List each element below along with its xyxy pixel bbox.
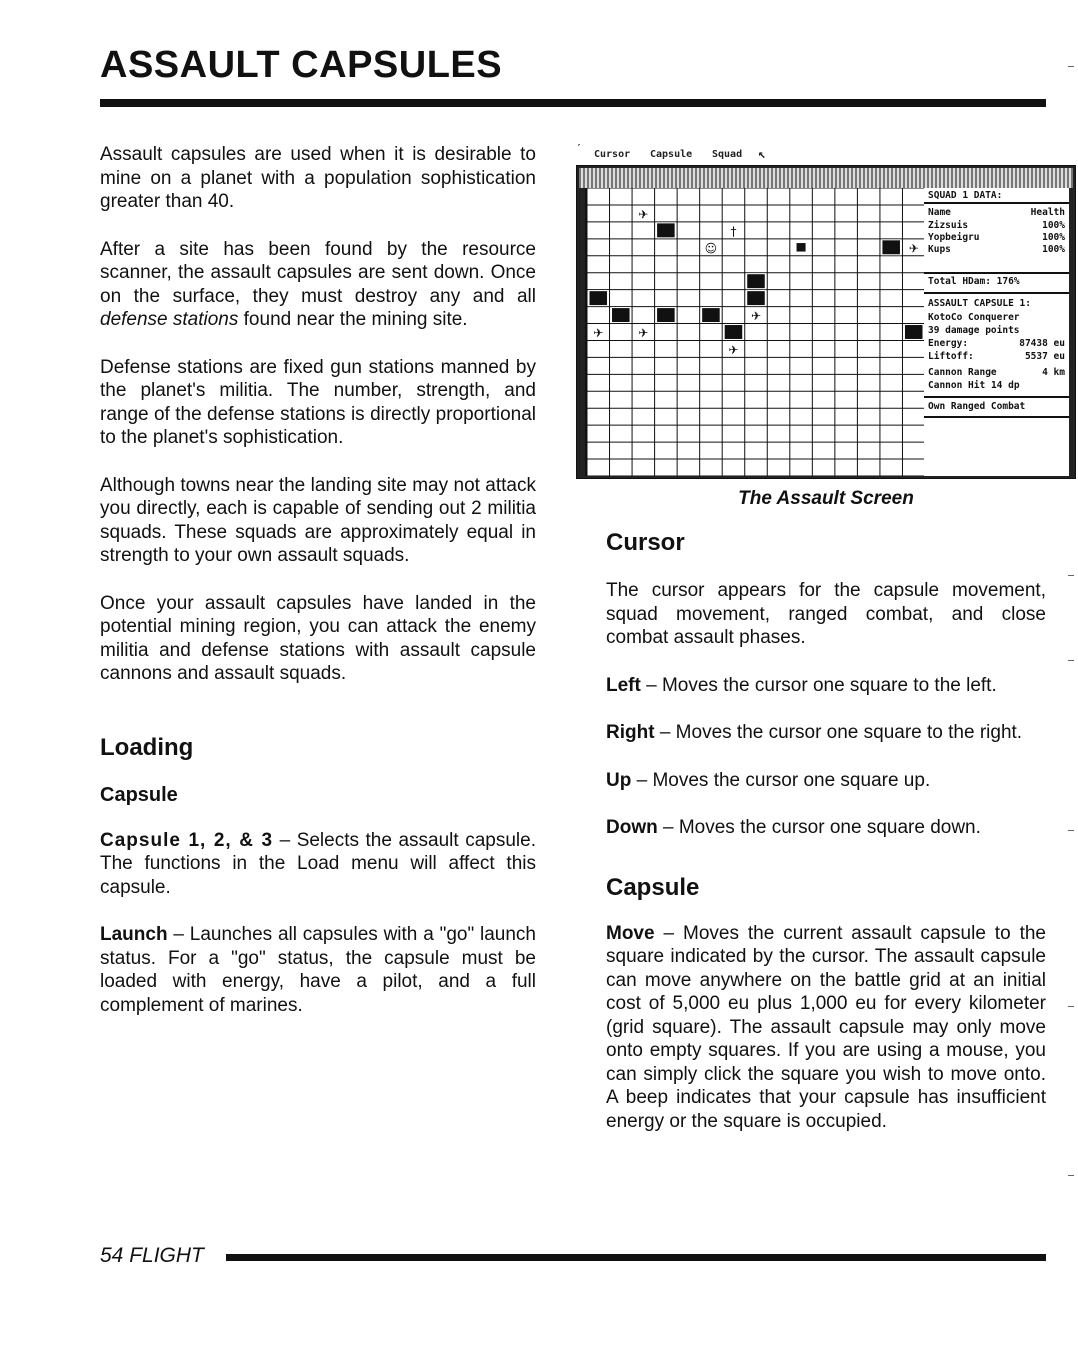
defense-paragraph: Defense stations are fixed gun stations manned by the planet's militia. The number, strength, and range of the defense stations is directly proportional to the planet's sophistication. [100,356,536,448]
assault-screen [576,165,1076,479]
member-row[interactable] [928,244,1065,255]
grid-unit-soldier[interactable]: † [730,224,737,239]
site-paragraph [100,238,536,332]
grid-unit-station[interactable] [724,325,743,340]
member-health: 100% [1042,244,1065,255]
up-term: Up [606,769,632,791]
grid-unit-ship[interactable]: ✈ [638,326,649,341]
cannon-range [928,367,1065,378]
left-paragraph [606,674,1046,698]
capsule-select-text: – Selects the assault capsule. The functions in the Load menu will affect this capsule. [100,829,536,898]
game-menubar [576,143,1076,165]
total-value: 176% [996,276,1020,287]
status-panel [924,188,1069,476]
grid-unit-station[interactable] [657,223,676,238]
title-rule [100,99,1046,107]
capsule-name: KotoCo Conquerer [928,312,1020,323]
member-health: 100% [1042,232,1065,243]
liftoff-label: Liftoff: [928,351,974,362]
right-column [606,529,1046,1157]
site-paragraph-start: After a site has been found by the resource scanner, the assault capsules are sent down. [100,238,536,283]
grid-unit-station[interactable] [612,308,631,323]
capsule-damage: 39 damage points [928,325,1020,336]
capsule-heading: Capsule [606,873,700,901]
phase-status: Own Ranged Combat [928,401,1026,412]
col-health: Health [1030,207,1065,218]
grid-unit-town[interactable] [589,291,608,306]
margin-mark [1068,830,1074,831]
member-name: Yopbeigru [928,232,980,243]
site-paragraph-end: found near the mining site. [243,309,468,330]
squad-header: SQUAD 1 DATA: [928,190,1003,201]
move-term: Move [606,922,655,944]
site-paragraph-mid: Once on the surface, they must destroy any and all [100,262,536,307]
capsule-select-term: Capsule 1, 2, & 3 [100,829,274,851]
battle-grid[interactable] [585,188,925,476]
grid-unit-town[interactable] [747,274,766,289]
margin-mark [1068,66,1074,67]
cannon-hit [928,380,1065,391]
liftoff-value: 5537 eu [1024,351,1065,362]
grid-unit-pilot[interactable]: ☺ [704,241,718,256]
move-text: – Moves the current assault capsule to the square indicated by the cursor. The assault capsule can move anywhere on the battle grid at an initial cost of 5,000 eu plus 1,000 eu for every kilometer (grid square). The assault capsule may only move onto empty squares. If you are using a mouse, you can simply click the square you wish to move onto. A beep indicates that your capsule has insufficient energy or the square is occupied. [606,922,1046,1132]
menu-capsule[interactable]: Capsule [650,149,693,160]
panel-separator [924,292,1069,294]
page-footer-label: 54 FLIGHT [100,1244,204,1267]
loading-heading: Loading [100,733,194,761]
cannon-hit-value: 14 dp [990,380,1020,391]
cannon-range-value: 4 km [1042,367,1065,378]
grid-unit-ship[interactable]: ✈ [908,241,919,256]
grid-unit-ship[interactable]: ✈ [593,326,604,341]
right-term: Right [606,722,655,743]
cannon-hit-label: Cannon Hit [928,380,986,391]
screen-titlebar [579,168,1073,188]
move-paragraph [606,922,1046,1134]
launch-text: – Launches all capsules with a "go" launch status. For a "go" status, the capsule must be loaded with energy, have a pilot, and a full complement of marines. [100,924,536,1016]
panel-separator [924,202,1069,204]
margin-mark [1068,660,1074,661]
grid-unit-station[interactable] [882,240,901,255]
left-text: – Moves the cursor one square to the left. [640,674,997,696]
total-hdam [928,276,1065,287]
grid-unit-block[interactable] [797,243,806,251]
cursor-intro: The cursor appears for the capsule movement, squad movement, ranged combat, and close combat assault phases. [606,580,1046,648]
grid-unit-ship[interactable]: ✈ [750,309,762,324]
corner-tick-icon: ′ [576,143,583,154]
defense-stations-emphasis: defense stations [100,309,239,330]
launch-paragraph [100,923,536,1017]
attack-paragraph: Once your assault capsules have landed in the potential mining region, you can attack the enemy militia and defense stations with assault capsule cannons and assault squads. [100,592,536,684]
energy-label: Energy: [928,338,969,349]
left-column [100,143,536,1041]
grid-unit-station[interactable] [747,291,766,306]
capsule-select-paragraph [100,829,536,900]
down-paragraph [606,816,1046,840]
panel-separator [924,396,1069,398]
total-label: Total HDam: [928,276,991,287]
energy-value: 87438 eu [1019,338,1065,349]
panel-separator [924,272,1069,274]
member-health: 100% [1042,220,1065,231]
right-paragraph [606,721,1046,745]
down-text: – Moves the cursor one square down. [657,817,981,838]
up-paragraph [606,769,1046,793]
down-term: Down [606,817,658,838]
footer-rule [226,1254,1046,1261]
grid-unit-station[interactable] [657,308,676,323]
assault-screen-figure [576,143,1076,509]
cannon-range-label: Cannon Range [928,367,997,378]
panel-separator [924,416,1069,418]
cursor-heading: Cursor [606,529,685,556]
member-row[interactable] [928,220,1065,231]
grid-unit-ship[interactable]: ✈ [728,343,739,358]
battle-grid-svg [587,188,925,476]
mouse-pointer-icon: ↖ [758,147,766,162]
capsule-subheading: Capsule [100,783,178,806]
member-row[interactable] [928,232,1065,243]
squad-columns [928,207,1065,218]
menu-squad[interactable]: Squad [712,149,743,160]
member-name: Kups [928,244,951,255]
capsule-header: ASSAULT CAPSULE 1: [928,298,1031,309]
member-name: Zizsuis [928,220,969,231]
margin-mark [1068,575,1074,576]
right-text: – Moves the cursor one square to the right. [654,722,1023,743]
grid-unit-town[interactable] [702,308,721,323]
left-term: Left [606,674,641,696]
grid-unit-town[interactable] [904,325,923,340]
launch-term: Launch [100,924,168,945]
figure-caption: The Assault Screen [738,488,914,509]
grid-unit-ship[interactable]: ✈ [638,207,649,222]
capsule-liftoff [928,351,1065,362]
page-title: ASSAULT CAPSULES [100,44,503,86]
margin-mark [1068,1175,1074,1176]
up-text: – Moves the cursor one square up. [631,769,931,791]
margin-mark [1068,1006,1074,1007]
intro-paragraph: Assault capsules are used when it is desirable to mine on a planet with a population sophistication greater than 40. [100,144,536,212]
menu-cursor[interactable]: Cursor [594,149,631,160]
col-name: Name [928,207,951,218]
capsule-energy [928,338,1065,349]
towns-paragraph: Although towns near the landing site may not attack you directly, each is capable of sending out 2 militia squads. These squads are approximately equal in strength to your own assault squads. [100,474,536,566]
